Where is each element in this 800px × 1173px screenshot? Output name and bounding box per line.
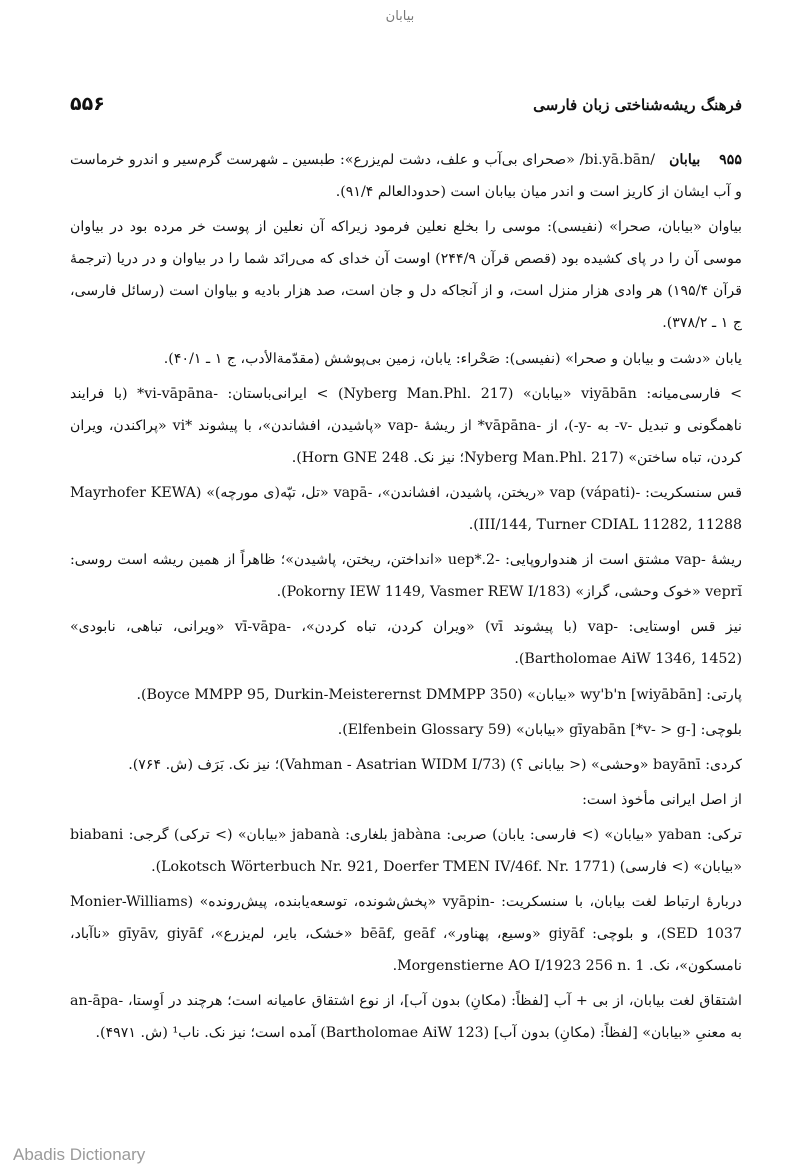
entry-paragraph: یابان «دشت و بیابان و صحرا» (نفیسی): صَحْراء: یابان، زمین بی‌پوشش (مقدّمةالأدب، ج ۱ ـ ۴۰/۱). [163,350,742,367]
entry-transcription: /bi.yā.bān/ [579,152,656,168]
entry-paragraph: قس سنسکریت: -vap (vápati) «ریختن، پاشیدن، افشاندن»، -vapā «تل، تپّه(ی مورچه)» (Mayrhofer KEWA III/144, Turner CDIAL 11282, 11288). [70,484,743,534]
entry-paragraph: ترکی: yaban «بیابان» (> فارسی: یابان) صربی: jabàna بلغاری: jabanà «بیابان» (> ترکی) گرجی: biabani «بیابان» (> فارسی) (Lokotsch Wörterbuch Nr. 921, Doerfer TMEN IV/46f. Nr. 1771). [70,826,742,875]
entry-paragraph: نیز قس اوستایی: -vap (با پیشوند vī) «ویران کردن، تباه کردن»، -vī-vāpa «ویرانی، تباهی، نابودی» (Bartholomae AiW 1346, 1452). [70,619,742,668]
entry-paragraph: اشتقاق لغت بیابان، از بی + آب [لفظاً: (مکانِ) بدون آب]، از نوع اشتقاق عامیانه است؛ هرچند در اَوِستا، -an-āpa به معنیِ «بیابان» [لفظاً: (مکانِ) بدون آب] (Bartholomae AiW 123) آمده است؛ نیز نک. ناب¹ (ش. ۴۹۷۱). [70,993,742,1042]
entry-paragraph: ریشهٔ -vap مشتق است از هندواروپایی: -uep*.2 «انداختن، ریختن، پاشیدن»؛ ظاهراً از همین ریشه است روسی: veprĭ «خوک وحشی، گراز» (Pokorny IEW 1149, Vasmer REW I/183). [70,552,743,601]
dictionary-page [70,88,742,1053]
entry-paragraph: «صحرای بی‌آب و علف، دشت لم‌یزرع»: طبسین ـ شهرست گرم‌سیر و اندرو خرماست و آب ایشان از کاریز است و اندر میان بیابان است (حدودالعالم ۹۱/۴). [70,152,742,201]
running-title: فرهنگ ریشه‌شناختی زبان فارسی [533,96,742,114]
page-number: ۵۵۶ [70,93,105,115]
entry-paragraph: > فارسی‌میانه: viyābān «بیابان» (Nyberg Man.Phl. 217) > ایرانی‌باستان: -vi-vāpāna* (با فرایند ناهمگونی و تبدیل -v- به -y-)، از -vāpāna* از ریشهٔ -vap «پاشیدن، افشاندن»، با پیشوند *vi «پراکندن، ویران کردن، تباه ساختن» (Nyberg Man.Phl. 217؛ نیز نک. Horn GNE 248). [70,385,743,466]
top-label: بیابان [385,9,415,24]
entry-headword: بیابان [669,152,701,168]
page-header [70,88,742,128]
entry-paragraph: از اصل ایرانی مأخوذ است: [582,791,742,808]
entry-paragraph: دربارهٔ ارتباط لغت بیابان، با سنسکریت: -vyāpin «پخش‌شونده، توسعه‌یابنده، پیش‌رونده» (Monier-Williams SED 1037)، و بلوچی: giyāf «وسیع، پهناور»، bēāf, geāf «خشک، بایر، لم‌یزرع»، gīyāv, giyāf «ناآباد، نامسکون»، نک. Morgenstierne AO I/1923 256 n. 1. [70,894,742,975]
entry-paragraph: کردی: bayānī «وحشی» (< بیابانی ؟) (Vahman - Asatrian WIDM I/73)؛ نیز نک. بَرَف (ش. ۷۶۴). [128,756,742,773]
entry-intro [70,144,742,208]
entry-paragraph: پارتی: [wiyābān] wy'b'n «بیابان» (Boyce MMPP 95, Durkin-Meisterernst DMMPP 350). [136,686,742,703]
entry-paragraph: بیاوان «بیابان، صحرا» (نفیسی): موسی را بخلع نعلین فرمود زیراکه آن نعلین از پوست خر مرده بود در بیاوان موسی آن را در پای کشیده بود (قصص قرآن ۲۴۴/۹) اوست آن خدای که می‌رانَد شما را در بیاوان و در دریا (ترجمهٔ قرآن ۱۹۵/۴) هر وادی هزار منزل است، و از آنجاکه دل و جان است، صد هزار بادیه و بیاوان است (رسائل فارسی، ج ۱ ـ ۳۷۸/۲). [70,219,743,332]
entry-number: ۹۵۵ [719,152,743,168]
entry-paragraph: بلوچی: gīyabān [*v- > g-] «بیابان» (Elfenbein Glossary 59). [337,721,742,738]
watermark: Abadis Dictionary [13,1145,146,1164]
